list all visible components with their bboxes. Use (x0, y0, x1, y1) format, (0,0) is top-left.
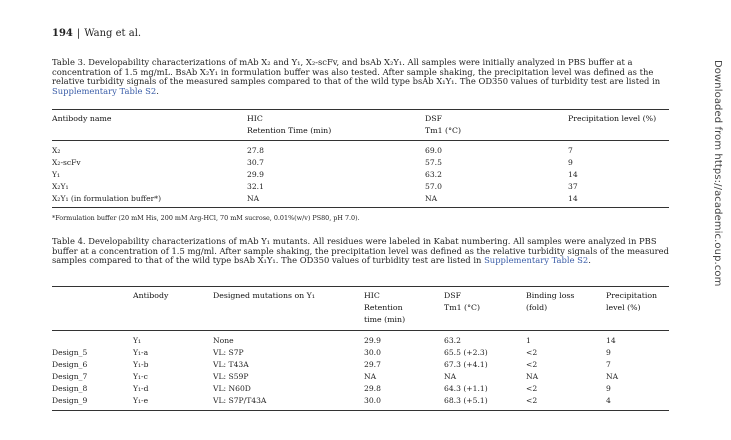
t3-row-name: Y₁ (52, 170, 61, 179)
author-line: Wang et al. (84, 28, 142, 39)
t4-row-precip: 9 (606, 348, 611, 357)
table4-header-rule (52, 330, 669, 331)
table3-bottom-rule (52, 207, 669, 208)
t4-row-hic: NA (364, 372, 377, 381)
t3-row-dsf: 69.0 (425, 146, 442, 155)
t3-row-precip: 7 (568, 146, 573, 155)
t4-row-mutations: VL: N60D (213, 384, 251, 393)
t3-row-hic: 30.7 (247, 158, 264, 167)
t4-row-design: Design_9 (52, 396, 88, 405)
t4-row-precip: 7 (606, 360, 611, 369)
t4-row-mutations: VL: S7P (213, 348, 244, 357)
supplementary-link[interactable]: Supplementary Table S2 (484, 255, 589, 266)
t4-row-antibody: Y₁-c (133, 372, 148, 381)
table3-top-rule (52, 109, 669, 110)
t3-row-hic: 32.1 (247, 182, 264, 191)
t3-row-hic: NA (247, 194, 260, 203)
t4-header-precip: Precipitation (606, 291, 658, 300)
t4-header-hic: HIC (364, 291, 380, 300)
table4-caption: Table 4. Developability characterizations of mAb Y₁ mutants. All residues were labeled in Kabat numbering. All samples were analyzed in PBS buffer at a concentration of 1.5 mg/ml. After sample shaking, the precipitation level was defined as the relative turbidity signals of the measured samples compared to that of the wild type bsAb X₁Y₁. The OD350 values of turbidity test are listed in Supplementary Table S2. (52, 236, 670, 266)
t4-row-binding: NA (526, 372, 539, 381)
page-header: 194 | Wang et al. (52, 28, 142, 39)
t4-row-antibody: Y₁-d (133, 384, 149, 393)
supplementary-link[interactable]: Supplementary Table S2 (52, 85, 157, 96)
t4-row-design: Design_7 (52, 372, 88, 381)
t4-row-binding: <2 (526, 396, 538, 405)
t4-row-dsf: 65.5 (+2.3) (444, 348, 488, 357)
t4-row-hic: 30.0 (364, 396, 381, 405)
t4-row-antibody: Y₁ (133, 336, 142, 345)
download-note: Downloaded from https://academic.oup.com (712, 60, 723, 287)
t3-header-name: Antibody name (52, 114, 112, 123)
t4-row-binding: <2 (526, 348, 538, 357)
t3-row-precip: 14 (568, 194, 578, 203)
t3-row-name: X₂-scFv (52, 158, 81, 167)
t4-header-dsf: DSF (444, 291, 462, 300)
t3-row-dsf: 57.5 (425, 158, 442, 167)
t3-row-hic: 27.8 (247, 146, 264, 155)
t3-row-name: X₂Y₁ (in formulation buffer*) (52, 194, 162, 203)
t4-row-hic: 29.8 (364, 384, 381, 393)
t3-row-name: X₂ (52, 146, 61, 155)
t4-row-dsf: 68.3 (+5.1) (444, 396, 488, 405)
t3-header-dsf: DSF (425, 114, 443, 123)
t3-header-dsf-sub: Tm1 (°C) (425, 126, 461, 135)
page-number: 194 (52, 28, 73, 39)
t3-row-hic: 29.9 (247, 170, 264, 179)
t3-header-hic-sub: Retention Time (min) (247, 126, 332, 135)
t4-row-antibody: Y₁-e (133, 396, 149, 405)
table3-caption: Table 3. Developability characterizations of mAb X₂ and Y₁, X₂-scFv, and bsAb X₂Y₁. All samples were initially analyzed in PBS buffer at a concentration of 1.5 mg/mL. BsAb X₂Y₁ in formulation buffer was also tested. After sample shaking, the precipitation level was defined as the relative turbidity signals of the measured samples compared to that of the wild type bsAb X₁Y₁. The OD350 values of turbidity test are listed in Supplementary Table S2. (52, 57, 661, 96)
t4-row-antibody: Y₁-b (133, 360, 149, 369)
t4-row-precip: 14 (606, 336, 616, 345)
t3-header-hic: HIC (247, 114, 263, 123)
t4-row-hic: 29.9 (364, 336, 381, 345)
t3-header-precip: Precipitation level (%) (568, 114, 657, 123)
t3-row-precip: 9 (568, 158, 573, 167)
t3-row-dsf: NA (425, 194, 438, 203)
t4-row-dsf: 63.2 (444, 336, 461, 345)
table4-bottom-rule (52, 410, 669, 411)
t4-header-dsf-sub: Tm1 (°C) (444, 303, 480, 312)
t4-row-precip: NA (606, 372, 619, 381)
t4-row-mutations: VL: T43A (213, 360, 249, 369)
table3-footnote: *Formulation buffer (20 mM His, 200 mM Arg-HCl, 70 mM sucrose, 0.01%(w/v) PS80, pH 7.0). (52, 214, 360, 222)
t4-row-design: Design_8 (52, 384, 88, 393)
t4-row-precip: 4 (606, 396, 611, 405)
t4-row-hic: 29.7 (364, 360, 381, 369)
t4-header-binding: Binding loss (526, 291, 575, 300)
t4-row-dsf: NA (444, 372, 457, 381)
t4-header-mutations: Designed mutations on Y₁ (213, 291, 315, 300)
t4-header-precip-sub: level (%) (606, 303, 641, 312)
t4-row-dsf: 64.3 (+1.1) (444, 384, 488, 393)
t4-row-design: Design_5 (52, 348, 88, 357)
t4-header-hic-sub2: time (min) (364, 315, 406, 324)
t4-row-hic: 30.0 (364, 348, 381, 357)
t4-header-hic-sub: Retention (364, 303, 403, 312)
table4-top-rule (52, 286, 669, 287)
t4-header-antibody: Antibody (133, 291, 169, 300)
t3-row-dsf: 63.2 (425, 170, 442, 179)
t4-row-binding: 1 (526, 336, 531, 345)
t4-header-binding-sub: (fold) (526, 303, 548, 312)
t4-row-design: Design_6 (52, 360, 88, 369)
t3-row-name: X₂Y₁ (52, 182, 69, 191)
t4-row-mutations: VL: S7P/T43A (213, 396, 267, 405)
t3-row-precip: 37 (568, 182, 578, 191)
t3-row-precip: 14 (568, 170, 578, 179)
table3-header-rule (52, 140, 669, 141)
t3-row-dsf: 57.0 (425, 182, 442, 191)
t4-row-binding: <2 (526, 360, 538, 369)
t4-row-mutations: None (213, 336, 234, 345)
t4-row-dsf: 67.3 (+4.1) (444, 360, 488, 369)
t4-row-mutations: VL: S59P (213, 372, 249, 381)
t4-row-antibody: Y₁-a (133, 348, 149, 357)
t4-row-binding: <2 (526, 384, 538, 393)
t4-row-precip: 9 (606, 384, 611, 393)
